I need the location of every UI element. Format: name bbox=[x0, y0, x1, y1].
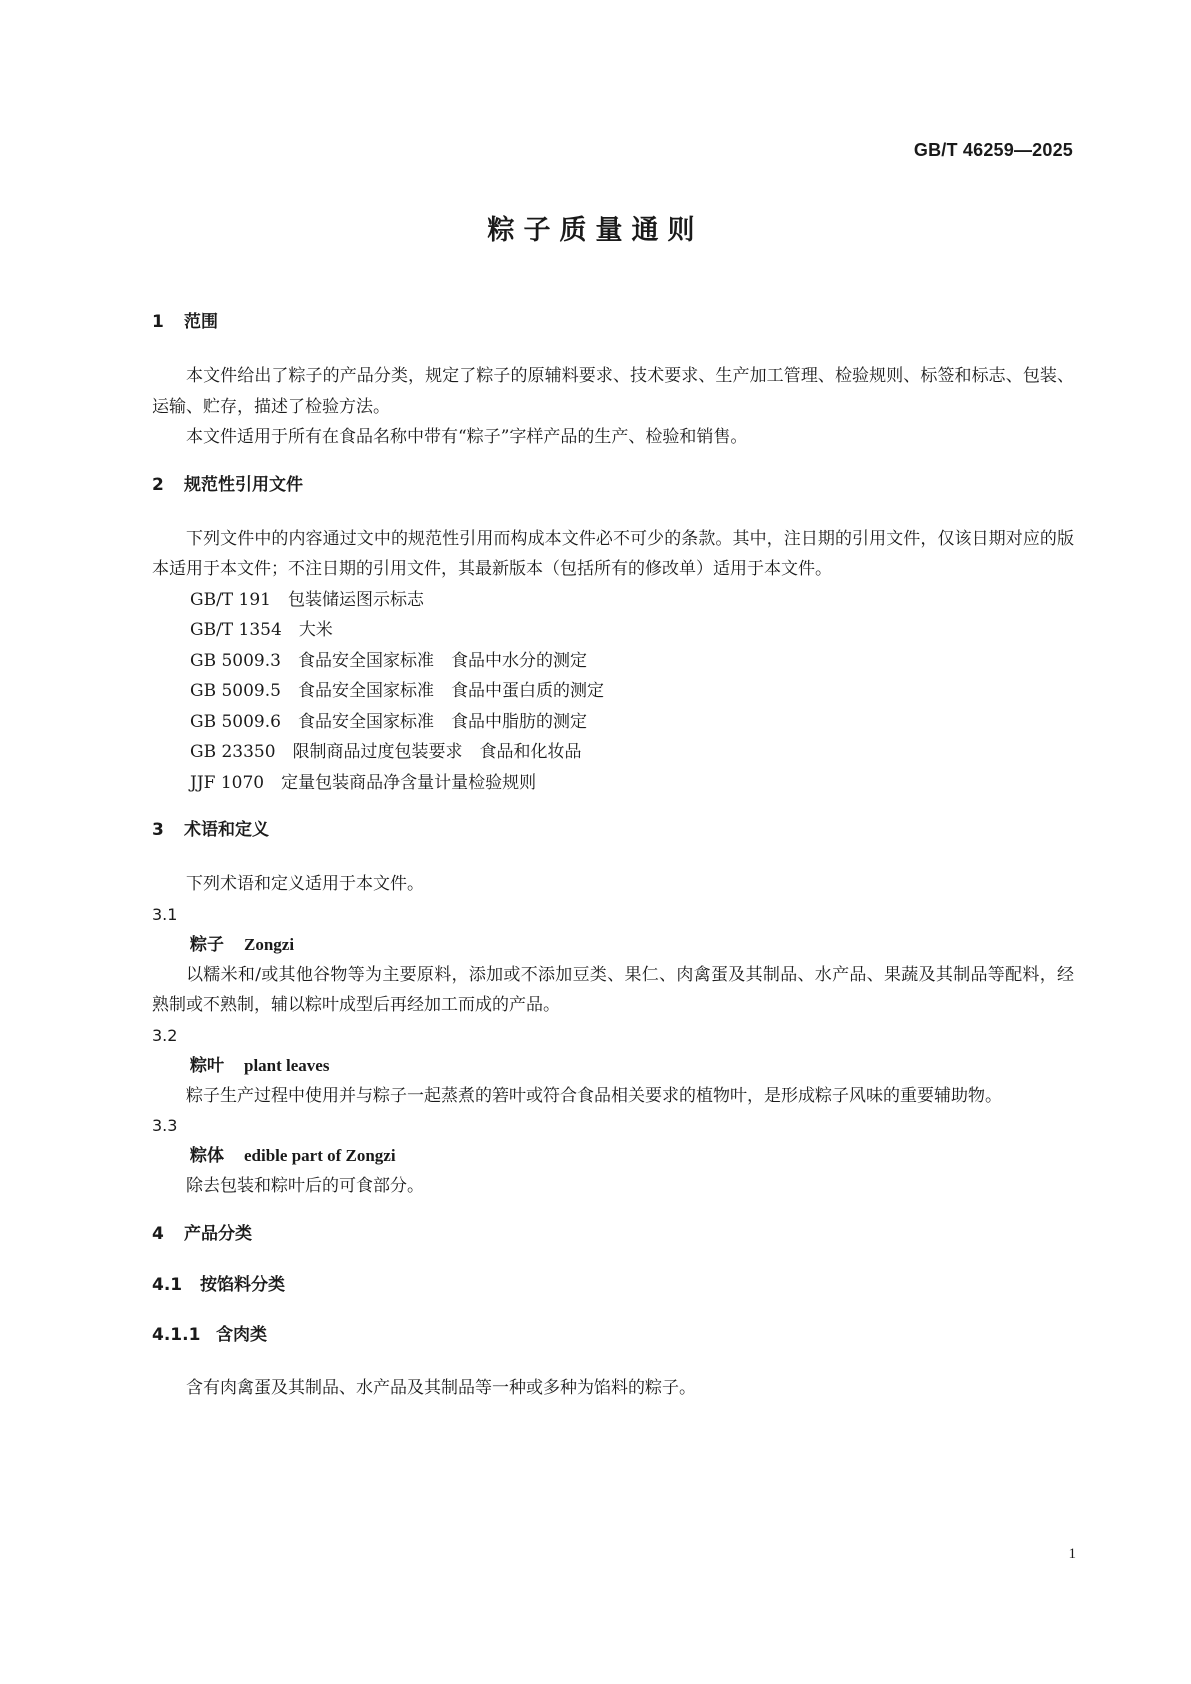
section-heading-normative-references bbox=[152, 473, 1074, 497]
term-chinese: 粽子 bbox=[190, 934, 224, 955]
paragraph: 本文件给出了粽子的产品分类，规定了粽子的原辅料要求、技术要求、生产加工管理、检验规则、标签和标志、包装、运输、贮存，描述了检验方法。 bbox=[152, 366, 1074, 417]
list-item bbox=[190, 646, 1074, 677]
section-heading-scope bbox=[152, 310, 1074, 334]
reference-title: 食品安全国家标准 食品中蛋白质的测定 bbox=[297, 681, 604, 701]
document-body bbox=[152, 310, 1074, 1403]
reference-title: 食品安全国家标准 食品中水分的测定 bbox=[297, 650, 587, 671]
subsection-title: 按馅料分类 bbox=[200, 1274, 285, 1295]
reference-title: 限制商品过度包装要求 食品和化妆品 bbox=[292, 742, 582, 762]
section-number: 1 bbox=[152, 312, 164, 332]
list-item bbox=[190, 615, 1074, 646]
term-chinese: 粽体 bbox=[190, 1146, 224, 1166]
term-heading bbox=[152, 1141, 1074, 1171]
paragraph: 本文件适用于所有在食品名称中带有“粽子”字样产品的生产、检验和销售。 bbox=[186, 427, 748, 447]
reference-code: JJF 1070 bbox=[190, 772, 265, 793]
reference-code: GB 5009.5 bbox=[190, 681, 281, 701]
reference-code: GB 5009.3 bbox=[190, 650, 281, 671]
section-number: 2 bbox=[152, 474, 164, 495]
section-heading-classification bbox=[152, 1222, 1074, 1246]
term-definition: 除去包装和粽叶后的可食部分。 bbox=[186, 1176, 424, 1196]
subsubsection-title: 含肉类 bbox=[216, 1324, 267, 1345]
reference-list bbox=[152, 585, 1074, 799]
term-definition: 以糯米和/或其他谷物等为主要原料，添加或不添加豆类、果仁、肉禽蛋及其制品、水产品、果蔬及其制品等配料，经熟制或不熟制，辅以粽叶成型后再经加工而成的产品。 bbox=[152, 964, 1074, 1015]
subsection-number: 4.1 bbox=[152, 1274, 183, 1295]
reference-code: GB 23350 bbox=[190, 742, 276, 762]
reference-code: GB/T 1354 bbox=[190, 620, 282, 640]
list-item bbox=[190, 707, 1074, 738]
reference-title: 定量包装商品净含量计量检验规则 bbox=[281, 772, 537, 793]
standard-code: GB/T 46259—2025 bbox=[913, 140, 1073, 160]
subsubsection-number: 4.1.1 bbox=[152, 1324, 201, 1345]
section-heading-terms bbox=[152, 818, 1074, 842]
reference-title: 食品安全国家标准 食品中脂肪的测定 bbox=[297, 711, 587, 732]
page-title: 粽子质量通则 bbox=[487, 215, 704, 246]
list-item bbox=[190, 585, 1074, 616]
reference-code: GB 5009.6 bbox=[190, 711, 281, 732]
section-title: 术语和定义 bbox=[184, 820, 269, 840]
section-title: 规范性引用文件 bbox=[184, 474, 303, 495]
paragraph: 下列术语和定义适用于本文件。 bbox=[186, 874, 424, 894]
paragraph: 含有肉禽蛋及其制品、水产品及其制品等一种或多种为馅料的粽子。 bbox=[186, 1377, 696, 1398]
term-english: edible part of Zongzi bbox=[244, 1146, 396, 1165]
subsection-heading bbox=[152, 1273, 1074, 1297]
term-heading bbox=[152, 1051, 1074, 1081]
page-number: 1 bbox=[1068, 1546, 1076, 1562]
term-number: 3.1 bbox=[152, 904, 178, 924]
term-number: 3.3 bbox=[152, 1116, 178, 1135]
section-title: 范围 bbox=[184, 312, 218, 332]
section-number: 3 bbox=[152, 820, 164, 840]
term-english: Zongzi bbox=[244, 934, 295, 954]
paragraph: 下列文件中的内容通过文中的规范性引用而构成本文件必不可少的条款。其中，注日期的引用文件，仅该日期对应的版本适用于本文件；不注日期的引用文件，其最新版本（包括所有的修改单）适用于本文件。 bbox=[152, 528, 1074, 579]
term-definition: 粽子生产过程中使用并与粽子一起蒸煮的箬叶或符合食品相关要求的植物叶，是形成粽子风味的重要辅助物。 bbox=[186, 1085, 1002, 1106]
reference-title: 大米 bbox=[298, 620, 333, 640]
term-heading bbox=[152, 930, 1074, 960]
list-item bbox=[190, 737, 1074, 768]
list-item bbox=[190, 676, 1074, 707]
list-item bbox=[190, 768, 1074, 799]
subsubsection-heading bbox=[152, 1323, 1074, 1347]
term-chinese: 粽叶 bbox=[190, 1055, 224, 1076]
term-english: plant leaves bbox=[244, 1055, 330, 1075]
section-title: 产品分类 bbox=[184, 1223, 252, 1244]
term-number: 3.2 bbox=[152, 1025, 178, 1045]
reference-code: GB/T 191 bbox=[190, 589, 271, 610]
reference-title: 包装储运图示标志 bbox=[288, 589, 424, 610]
section-number: 4 bbox=[152, 1223, 164, 1244]
